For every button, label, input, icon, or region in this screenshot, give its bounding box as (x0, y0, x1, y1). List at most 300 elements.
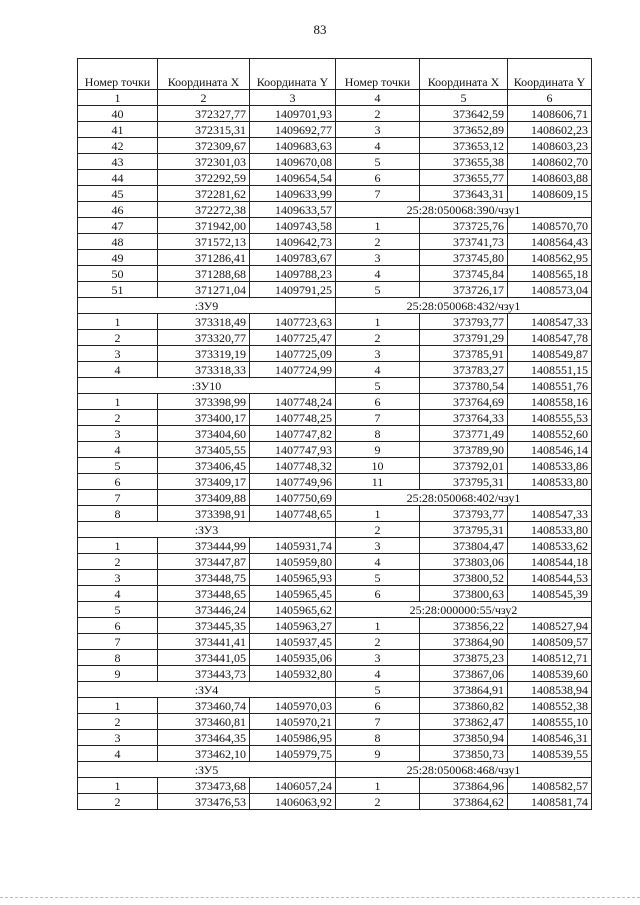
table-row (78, 154, 592, 170)
coord-y-left: 1405932,80 (250, 666, 336, 682)
coord-x-left: 373441,41 (158, 634, 250, 650)
coord-x-right: 373642,59 (420, 106, 508, 122)
coord-y-right: 1408552,60 (508, 426, 592, 442)
coord-x-left: 373320,77 (158, 330, 250, 346)
point-number-right: 6 (336, 170, 420, 186)
coord-y-right: 1408538,94 (508, 682, 592, 698)
coord-y-left: 1406063,92 (250, 794, 336, 810)
table-body (78, 106, 592, 810)
table-row (78, 298, 592, 314)
coord-x-right: 373653,12 (420, 138, 508, 154)
coord-x-right: 373795,31 (420, 522, 508, 538)
coord-x-left: 373446,24 (158, 602, 250, 618)
table-row (78, 650, 592, 666)
section-label-right: 25:28:050068:390/чзу1 (336, 202, 592, 218)
point-number-left: 4 (78, 586, 158, 602)
table-row (78, 794, 592, 810)
coord-y-right: 1408551,76 (508, 378, 592, 394)
coord-x-left: 373448,75 (158, 570, 250, 586)
coord-y-right: 1408546,14 (508, 442, 592, 458)
point-number-right: 6 (336, 394, 420, 410)
point-number-right: 6 (336, 586, 420, 602)
table-row (78, 442, 592, 458)
coord-y-left: 1407748,24 (250, 394, 336, 410)
point-number-left: 3 (78, 346, 158, 362)
header-coord-x-left: Координата X (158, 59, 250, 90)
coord-y-left: 1405970,03 (250, 698, 336, 714)
point-number-right: 1 (336, 314, 420, 330)
coord-x-left: 373409,88 (158, 490, 250, 506)
coord-x-left: 372281,62 (158, 186, 250, 202)
coord-y-right: 1408581,74 (508, 794, 592, 810)
point-number-left: 44 (78, 170, 158, 186)
coord-y-right: 1408546,31 (508, 730, 592, 746)
point-number-right: 2 (336, 522, 420, 538)
coord-y-right: 1408558,16 (508, 394, 592, 410)
column-number: 4 (336, 90, 420, 106)
table-row (78, 618, 592, 634)
point-number-left: 42 (78, 138, 158, 154)
coord-y-right: 1408527,94 (508, 618, 592, 634)
coord-y-left: 1407747,82 (250, 426, 336, 442)
point-number-right: 3 (336, 250, 420, 266)
coord-x-right: 373850,94 (420, 730, 508, 746)
point-number-left: 2 (78, 410, 158, 426)
coord-y-right: 1408573,04 (508, 282, 592, 298)
coord-x-left: 373444,99 (158, 538, 250, 554)
section-label-right: 25:28:050068:402/чзу1 (336, 490, 592, 506)
page-number: 83 (313, 22, 327, 37)
coord-x-right: 373785,91 (420, 346, 508, 362)
coord-y-right: 1408545,39 (508, 586, 592, 602)
table-row (78, 634, 592, 650)
table-row (78, 266, 592, 282)
table-row (78, 586, 592, 602)
point-number-right: 2 (336, 234, 420, 250)
coord-y-left: 1407749,96 (250, 474, 336, 490)
point-number-left: 2 (78, 714, 158, 730)
point-number-left: 2 (78, 554, 158, 570)
coord-x-right: 373745,84 (420, 266, 508, 282)
point-number-right: 1 (336, 506, 420, 522)
point-number-right: 3 (336, 650, 420, 666)
column-number: 2 (158, 90, 250, 106)
coordinates-table (77, 58, 592, 810)
point-number-left: 41 (78, 122, 158, 138)
coord-x-right: 373745,80 (420, 250, 508, 266)
section-label-left: :ЗУ10 (78, 378, 336, 394)
coord-y-right: 1408512,71 (508, 650, 592, 666)
coord-y-right: 1408539,55 (508, 746, 592, 762)
table-row (78, 234, 592, 250)
point-number-left: 9 (78, 666, 158, 682)
coord-y-right: 1408533,80 (508, 522, 592, 538)
coord-y-right: 1408544,53 (508, 570, 592, 586)
coord-x-right: 373643,31 (420, 186, 508, 202)
point-number-right: 4 (336, 554, 420, 570)
coord-x-left: 373443,73 (158, 666, 250, 682)
coord-y-left: 1407725,47 (250, 330, 336, 346)
section-label-right: 25:28:050068:432/чзу1 (336, 298, 592, 314)
point-number-right: 1 (336, 618, 420, 634)
coord-y-left: 1405979,75 (250, 746, 336, 762)
coord-y-right: 1408533,80 (508, 474, 592, 490)
table-row (78, 106, 592, 122)
section-label-left: :ЗУ4 (78, 682, 336, 698)
section-label-right: 25:28:050068:468/чзу1 (336, 762, 592, 778)
coord-x-left: 373460,81 (158, 714, 250, 730)
coord-x-left: 371271,04 (158, 282, 250, 298)
coord-x-left: 373460,74 (158, 698, 250, 714)
header-point-number-left: Номер точки (78, 59, 158, 90)
table-row (78, 458, 592, 474)
point-number-left: 6 (78, 618, 158, 634)
point-number-left: 45 (78, 186, 158, 202)
column-number: 5 (420, 90, 508, 106)
table-row (78, 730, 592, 746)
point-number-right: 1 (336, 778, 420, 794)
point-number-right: 5 (336, 378, 420, 394)
coord-y-left: 1406057,24 (250, 778, 336, 794)
coord-x-right: 373741,73 (420, 234, 508, 250)
coord-y-right: 1408562,95 (508, 250, 592, 266)
coord-x-right: 373789,90 (420, 442, 508, 458)
coord-y-left: 1405965,45 (250, 586, 336, 602)
coord-x-right: 373771,49 (420, 426, 508, 442)
point-number-left: 49 (78, 250, 158, 266)
coord-y-left: 1405937,45 (250, 634, 336, 650)
coord-x-right: 373780,54 (420, 378, 508, 394)
coord-y-left: 1409692,77 (250, 122, 336, 138)
coord-x-right: 373655,77 (420, 170, 508, 186)
coord-y-right: 1408602,23 (508, 122, 592, 138)
coord-x-right: 373864,90 (420, 634, 508, 650)
coord-y-left: 1405935,06 (250, 650, 336, 666)
point-number-left: 4 (78, 442, 158, 458)
point-number-left: 7 (78, 490, 158, 506)
coord-y-left: 1407724,99 (250, 362, 336, 378)
point-number-right: 7 (336, 714, 420, 730)
coord-x-left: 373406,45 (158, 458, 250, 474)
coord-y-left: 1407748,32 (250, 458, 336, 474)
column-number-row (78, 90, 592, 106)
header-point-number-right: Номер точки (336, 59, 420, 90)
coord-y-left: 1409654,54 (250, 170, 336, 186)
coord-x-right: 373856,22 (420, 618, 508, 634)
table-row (78, 410, 592, 426)
point-number-left: 1 (78, 778, 158, 794)
header-coord-x-right: Координата X (420, 59, 508, 90)
table-row (78, 554, 592, 570)
point-number-right: 9 (336, 442, 420, 458)
coord-y-right: 1408547,33 (508, 506, 592, 522)
point-number-left: 6 (78, 474, 158, 490)
point-number-right: 4 (336, 362, 420, 378)
coord-y-left: 1409791,25 (250, 282, 336, 298)
point-number-left: 1 (78, 314, 158, 330)
coord-x-left: 373473,68 (158, 778, 250, 794)
table-row (78, 666, 592, 682)
table-row (78, 250, 592, 266)
point-number-right: 4 (336, 666, 420, 682)
table-row (78, 138, 592, 154)
coord-y-right: 1408602,70 (508, 154, 592, 170)
coord-y-left: 1407748,65 (250, 506, 336, 522)
point-number-left: 3 (78, 570, 158, 586)
point-number-left: 40 (78, 106, 158, 122)
table-row (78, 474, 592, 490)
coord-x-left: 371286,41 (158, 250, 250, 266)
header-row (78, 59, 592, 90)
coord-y-right: 1408539,60 (508, 666, 592, 682)
table-row (78, 602, 592, 618)
coord-y-left: 1405965,62 (250, 602, 336, 618)
table-row (78, 202, 592, 218)
point-number-right: 3 (336, 122, 420, 138)
coord-y-right: 1408509,57 (508, 634, 592, 650)
coord-x-left: 373318,49 (158, 314, 250, 330)
section-label-left: :ЗУ9 (78, 298, 336, 314)
coord-y-left: 1405931,74 (250, 538, 336, 554)
point-number-right: 6 (336, 698, 420, 714)
point-number-right: 11 (336, 474, 420, 490)
coord-x-left: 372309,67 (158, 138, 250, 154)
point-number-right: 8 (336, 730, 420, 746)
table-row (78, 362, 592, 378)
coord-x-left: 373405,55 (158, 442, 250, 458)
coord-x-right: 373864,96 (420, 778, 508, 794)
coord-y-left: 1407725,09 (250, 346, 336, 362)
coord-y-left: 1409633,99 (250, 186, 336, 202)
coord-x-left: 373398,99 (158, 394, 250, 410)
coord-x-left: 371288,68 (158, 266, 250, 282)
table-row (78, 778, 592, 794)
coord-x-right: 373795,31 (420, 474, 508, 490)
coord-x-right: 373875,23 (420, 650, 508, 666)
coord-y-right: 1408570,70 (508, 218, 592, 234)
point-number-right: 5 (336, 282, 420, 298)
coord-y-left: 1405986,95 (250, 730, 336, 746)
coord-x-right: 373800,63 (420, 586, 508, 602)
table-row (78, 346, 592, 362)
coord-y-right: 1408549,87 (508, 346, 592, 362)
coord-x-right: 373850,73 (420, 746, 508, 762)
coord-x-left: 372272,38 (158, 202, 250, 218)
coord-y-right: 1408547,33 (508, 314, 592, 330)
coord-x-left: 371942,00 (158, 218, 250, 234)
point-number-left: 1 (78, 538, 158, 554)
coord-x-left: 373404,60 (158, 426, 250, 442)
coord-x-left: 373464,35 (158, 730, 250, 746)
coord-y-right: 1408547,78 (508, 330, 592, 346)
coord-x-left: 373441,05 (158, 650, 250, 666)
coord-x-right: 373725,76 (420, 218, 508, 234)
point-number-right: 2 (336, 794, 420, 810)
section-label-left: :ЗУ5 (78, 762, 336, 778)
point-number-left: 4 (78, 746, 158, 762)
coord-x-left: 372301,03 (158, 154, 250, 170)
table-row (78, 426, 592, 442)
coord-x-right: 373860,82 (420, 698, 508, 714)
coord-x-left: 373462,10 (158, 746, 250, 762)
coord-y-left: 1405965,93 (250, 570, 336, 586)
coord-x-right: 373862,47 (420, 714, 508, 730)
table-row (78, 314, 592, 330)
coord-x-right: 373783,27 (420, 362, 508, 378)
coord-y-left: 1407747,93 (250, 442, 336, 458)
point-number-right: 7 (336, 186, 420, 202)
column-number: 3 (250, 90, 336, 106)
point-number-left: 8 (78, 506, 158, 522)
coord-y-right: 1408582,57 (508, 778, 592, 794)
coord-x-right: 373791,29 (420, 330, 508, 346)
coord-x-right: 373864,91 (420, 682, 508, 698)
coord-y-left: 1407750,69 (250, 490, 336, 506)
coord-y-left: 1409788,23 (250, 266, 336, 282)
table-row (78, 394, 592, 410)
coord-y-right: 1408552,38 (508, 698, 592, 714)
coord-x-right: 373655,38 (420, 154, 508, 170)
coord-x-right: 373867,06 (420, 666, 508, 682)
table-row (78, 522, 592, 538)
coord-y-left: 1409633,57 (250, 202, 336, 218)
coord-y-right: 1408551,15 (508, 362, 592, 378)
point-number-left: 3 (78, 730, 158, 746)
coord-y-right: 1408609,15 (508, 186, 592, 202)
coord-x-left: 373445,35 (158, 618, 250, 634)
coord-x-right: 373800,52 (420, 570, 508, 586)
point-number-right: 10 (336, 458, 420, 474)
point-number-left: 48 (78, 234, 158, 250)
column-number: 1 (78, 90, 158, 106)
header-coord-y-left: Координата Y (250, 59, 336, 90)
coord-y-right: 1408564,43 (508, 234, 592, 250)
point-number-left: 1 (78, 698, 158, 714)
table-row (78, 122, 592, 138)
point-number-left: 7 (78, 634, 158, 650)
coord-x-left: 373319,19 (158, 346, 250, 362)
coord-x-left: 373476,53 (158, 794, 250, 810)
point-number-right: 1 (336, 218, 420, 234)
coord-x-right: 373864,62 (420, 794, 508, 810)
point-number-right: 4 (336, 266, 420, 282)
point-number-right: 9 (336, 746, 420, 762)
point-number-left: 2 (78, 330, 158, 346)
point-number-right: 3 (336, 538, 420, 554)
table-row (78, 170, 592, 186)
table-row (78, 186, 592, 202)
coord-x-right: 373726,17 (420, 282, 508, 298)
point-number-left: 4 (78, 362, 158, 378)
coord-x-left: 373448,65 (158, 586, 250, 602)
coord-y-left: 1409701,93 (250, 106, 336, 122)
page-edge-line (0, 897, 640, 898)
coord-y-right: 1408603,88 (508, 170, 592, 186)
point-number-right: 5 (336, 570, 420, 586)
point-number-left: 50 (78, 266, 158, 282)
coord-x-left: 372292,59 (158, 170, 250, 186)
table-row (78, 570, 592, 586)
point-number-right: 4 (336, 138, 420, 154)
table-row (78, 218, 592, 234)
header-coord-y-right: Координата Y (508, 59, 592, 90)
coord-y-left: 1409670,08 (250, 154, 336, 170)
point-number-left: 1 (78, 394, 158, 410)
point-number-right: 7 (336, 410, 420, 426)
coord-y-left: 1405970,21 (250, 714, 336, 730)
table-row (78, 698, 592, 714)
coord-x-right: 373804,47 (420, 538, 508, 554)
table-row (78, 714, 592, 730)
coord-y-left: 1409783,67 (250, 250, 336, 266)
point-number-right: 3 (336, 346, 420, 362)
coord-y-left: 1405959,80 (250, 554, 336, 570)
coord-x-left: 373447,87 (158, 554, 250, 570)
point-number-right: 8 (336, 426, 420, 442)
coord-y-left: 1405963,27 (250, 618, 336, 634)
point-number-right: 5 (336, 154, 420, 170)
coord-y-left: 1409743,58 (250, 218, 336, 234)
point-number-left: 46 (78, 202, 158, 218)
coord-x-left: 373409,17 (158, 474, 250, 490)
table-row (78, 506, 592, 522)
coord-x-left: 373400,17 (158, 410, 250, 426)
coord-x-left: 373318,33 (158, 362, 250, 378)
coord-x-right: 373764,69 (420, 394, 508, 410)
coord-x-right: 373793,77 (420, 506, 508, 522)
coord-x-left: 371572,13 (158, 234, 250, 250)
table-row (78, 746, 592, 762)
point-number-left: 43 (78, 154, 158, 170)
coord-y-right: 1408544,18 (508, 554, 592, 570)
coord-y-left: 1407748,25 (250, 410, 336, 426)
point-number-right: 2 (336, 106, 420, 122)
coord-x-right: 373652,89 (420, 122, 508, 138)
coord-x-right: 373764,33 (420, 410, 508, 426)
point-number-right: 2 (336, 634, 420, 650)
table-row (78, 490, 592, 506)
point-number-left: 5 (78, 602, 158, 618)
section-label-right: 25:28:000000:55/чзу2 (336, 602, 592, 618)
table-row (78, 330, 592, 346)
coord-y-left: 1409683,63 (250, 138, 336, 154)
coord-x-left: 372315,31 (158, 122, 250, 138)
column-number: 6 (508, 90, 592, 106)
section-label-left: :ЗУ3 (78, 522, 336, 538)
coord-x-right: 373803,06 (420, 554, 508, 570)
coord-y-right: 1408555,10 (508, 714, 592, 730)
point-number-left: 5 (78, 458, 158, 474)
coord-y-right: 1408606,71 (508, 106, 592, 122)
coord-y-right: 1408533,62 (508, 538, 592, 554)
coord-y-left: 1409642,73 (250, 234, 336, 250)
table-row (78, 762, 592, 778)
coord-y-right: 1408533,86 (508, 458, 592, 474)
coord-y-right: 1408603,23 (508, 138, 592, 154)
point-number-left: 47 (78, 218, 158, 234)
coord-y-left: 1407723,63 (250, 314, 336, 330)
coord-x-right: 373792,01 (420, 458, 508, 474)
point-number-right: 5 (336, 682, 420, 698)
coord-y-right: 1408565,18 (508, 266, 592, 282)
point-number-left: 2 (78, 794, 158, 810)
point-number-left: 8 (78, 650, 158, 666)
table-row (78, 378, 592, 394)
coord-x-right: 373793,77 (420, 314, 508, 330)
coord-x-left: 373398,91 (158, 506, 250, 522)
point-number-right: 2 (336, 330, 420, 346)
table-row (78, 682, 592, 698)
